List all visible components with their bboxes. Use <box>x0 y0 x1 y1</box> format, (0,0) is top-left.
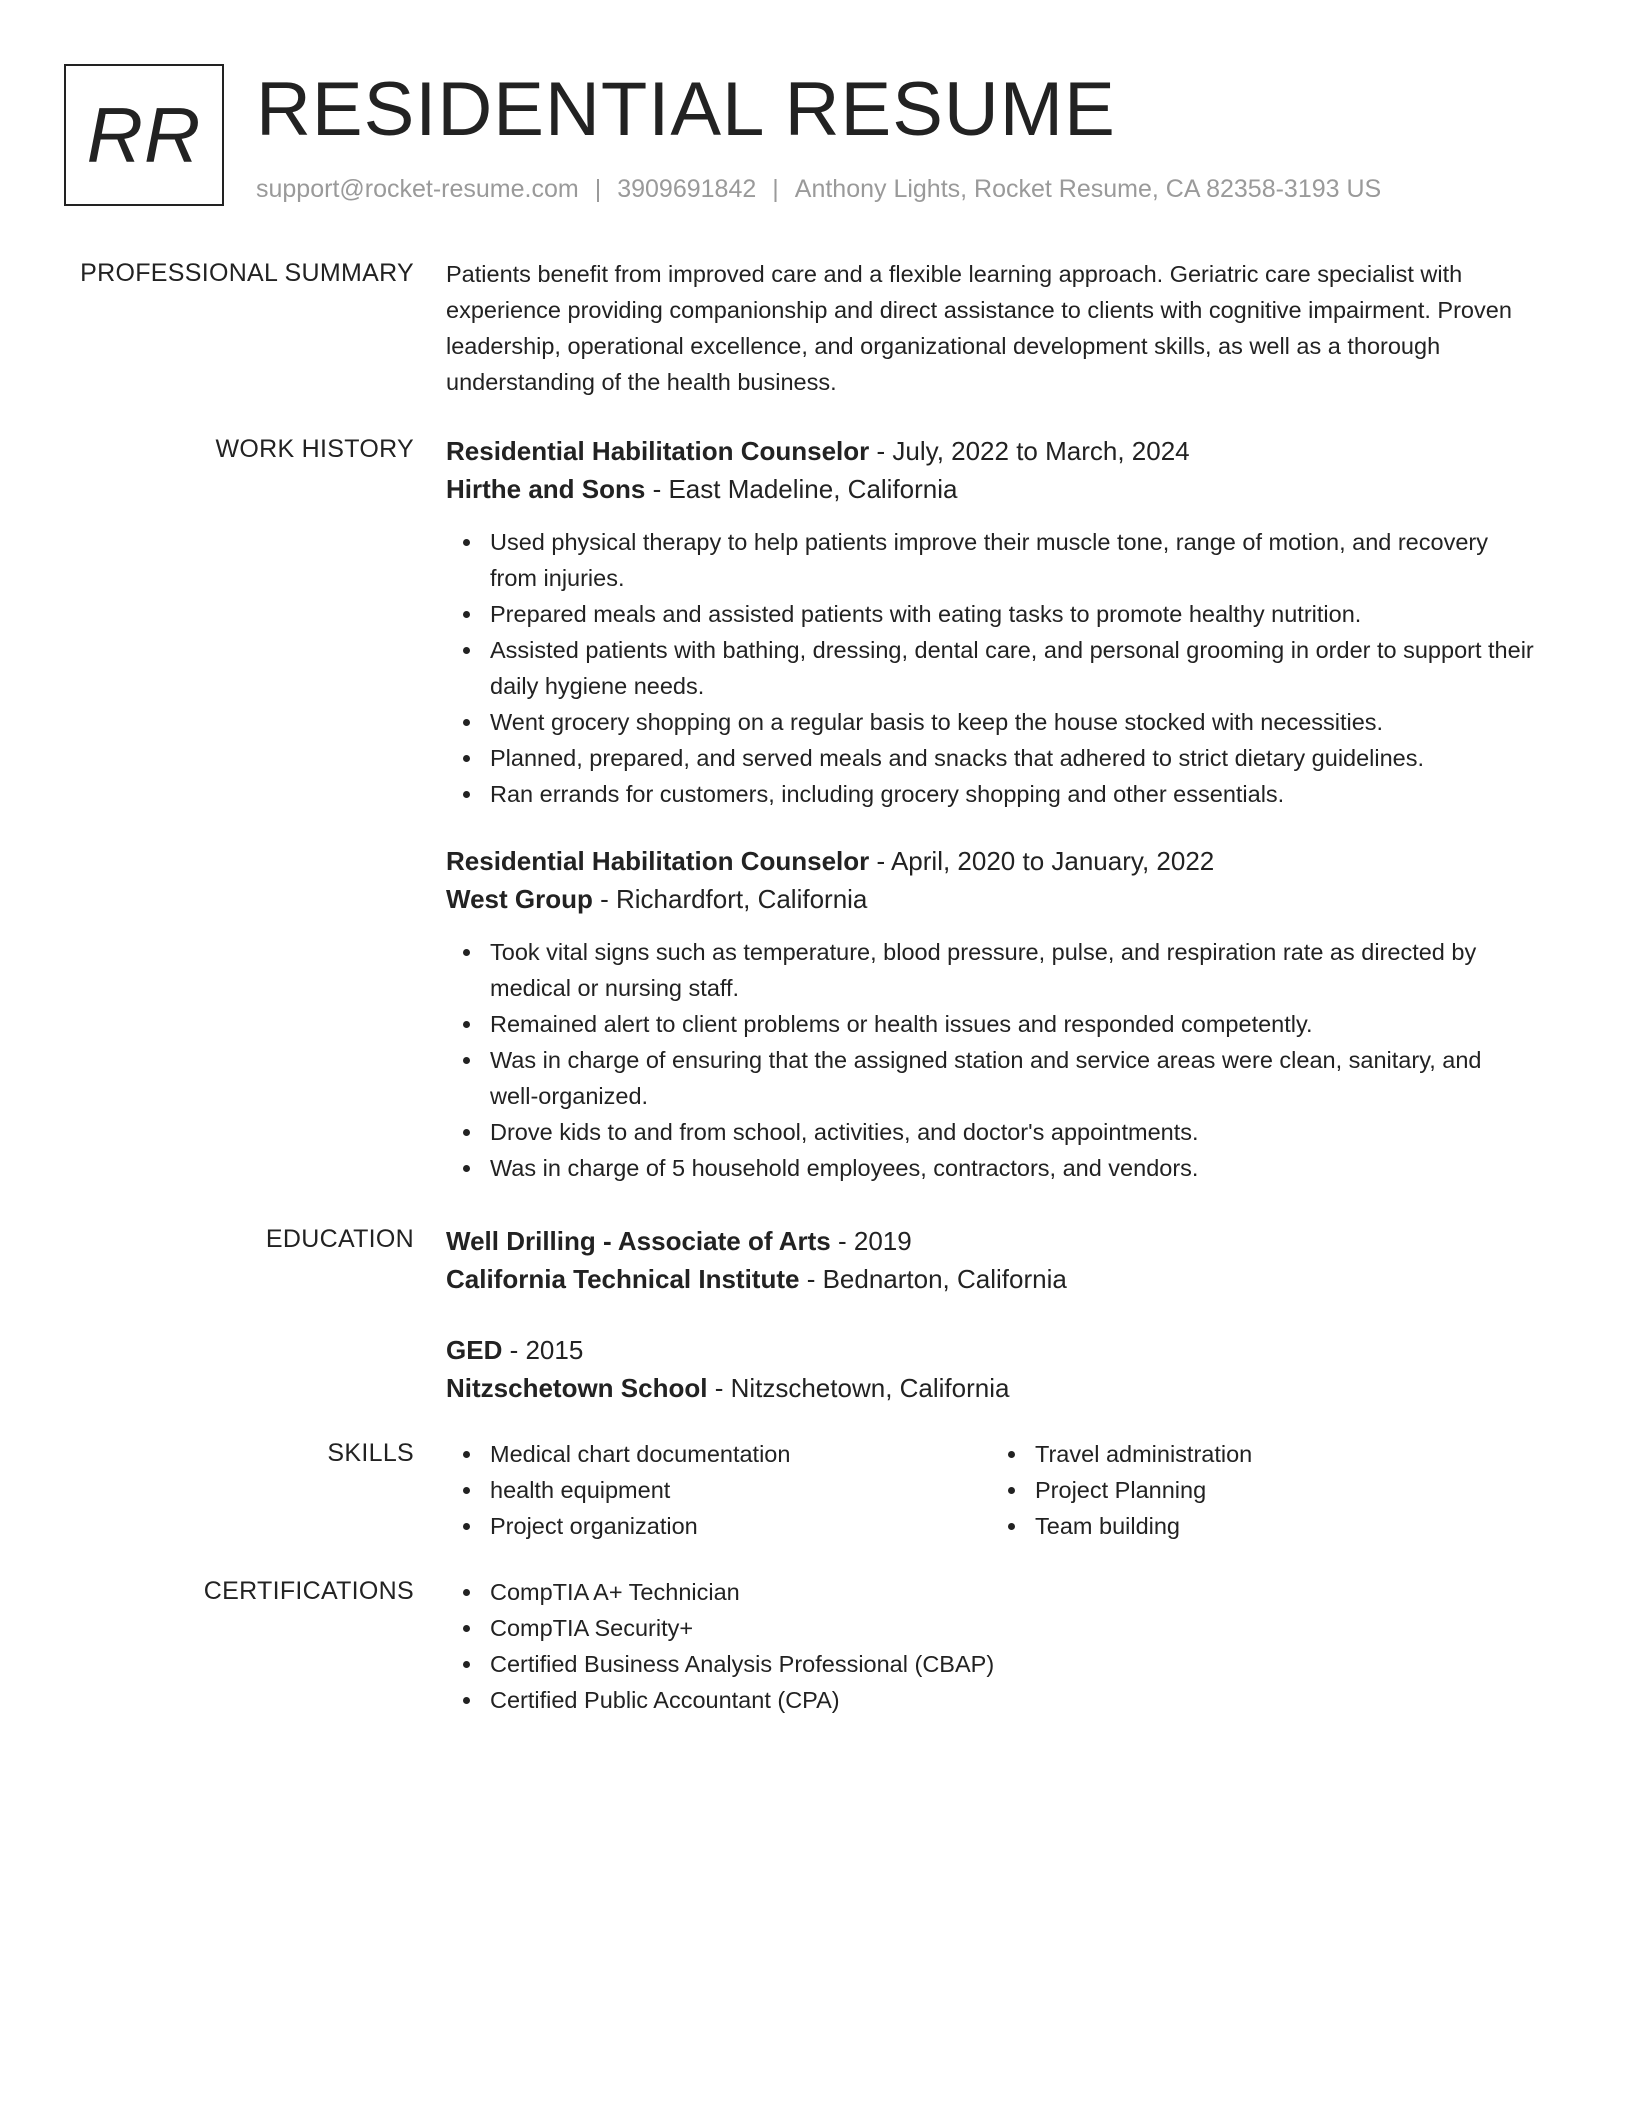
skills-column-left <box>446 1436 991 1544</box>
resume-name: RESIDENTIAL RESUME <box>256 67 1116 152</box>
education-school: California Technical Institute <box>446 1264 800 1294</box>
education-location: - Nitzschetown, California <box>707 1373 1010 1403</box>
education-body <box>446 1222 1536 1407</box>
education-entry <box>446 1331 1536 1407</box>
list-item: Prepared meals and assisted patients with eating tasks to promote healthy nutrition. <box>490 596 1536 632</box>
section-label-work: WORK HISTORY <box>215 435 414 463</box>
education-school: Nitzschetown School <box>446 1373 708 1403</box>
certifications-list <box>446 1574 1536 1718</box>
job-company-line <box>446 470 1536 508</box>
summary-text: Patients benefit from improved care and a flexible learning approach. Geriatric care specialist with experience providing companionship and direct assistance to clients with cognitive impairment. Proven leadership, operational excellence, and organizational development skills, as well as a thorough understanding of the health business. <box>446 261 1512 395</box>
list-item: Took vital signs such as temperature, blood pressure, pulse, and respiration rate as directed by medical or nursing staff. <box>490 934 1536 1006</box>
contact-phone: 3909691842 <box>617 175 757 203</box>
list-item: Medical chart documentation <box>490 1436 991 1472</box>
resume-header <box>64 64 1564 214</box>
skills-list <box>991 1436 1536 1544</box>
education-year: - 2015 <box>502 1335 584 1365</box>
list-item: Project organization <box>490 1508 991 1544</box>
list-item: Was in charge of 5 household employees, contractors, and vendors. <box>490 1150 1536 1186</box>
job-title: Residential Habilitation Counselor <box>446 846 870 876</box>
contact-address: Anthony Lights, Rocket Resume, CA 82358-3193 US <box>794 175 1382 203</box>
job-dates: - April, 2020 to January, 2022 <box>869 846 1215 876</box>
summary-body <box>446 256 1536 400</box>
list-item: CompTIA A+ Technician <box>490 1574 1536 1610</box>
contact-line <box>256 172 1381 206</box>
education-degree: Well Drilling - Associate of Arts <box>446 1226 831 1256</box>
section-label-skills: SKILLS <box>327 1439 414 1467</box>
contact-separator: | <box>772 175 779 203</box>
list-item: Certified Public Accountant (CPA) <box>490 1682 1536 1718</box>
list-item: Team building <box>1035 1508 1536 1544</box>
skills-list <box>446 1436 991 1544</box>
job-location: - Richardfort, California <box>592 884 868 914</box>
job-company: West Group <box>446 884 593 914</box>
contact-email: support@rocket-resume.com <box>256 175 579 203</box>
job-entry <box>446 432 1536 812</box>
job-duties-list <box>446 524 1536 812</box>
education-degree-line <box>446 1222 1536 1260</box>
job-company: Hirthe and Sons <box>446 474 646 504</box>
list-item: Certified Business Analysis Professional (CBAP) <box>490 1646 1536 1682</box>
job-duties-list <box>446 934 1536 1186</box>
list-item: Went grocery shopping on a regular basis to keep the house stocked with necessities. <box>490 704 1536 740</box>
list-item: Planned, prepared, and served meals and snacks that adhered to strict dietary guidelines. <box>490 740 1536 776</box>
list-item: Project Planning <box>1035 1472 1536 1508</box>
education-entry <box>446 1222 1536 1298</box>
education-degree: GED <box>446 1335 503 1365</box>
skills-body <box>446 1436 1536 1544</box>
monogram-logo: RR <box>64 64 224 206</box>
job-title-line <box>446 432 1536 470</box>
job-title: Residential Habilitation Counselor <box>446 436 870 466</box>
education-school-line <box>446 1369 1536 1407</box>
section-label-certifications: CERTIFICATIONS <box>203 1577 414 1605</box>
job-company-line <box>446 880 1536 918</box>
list-item: Travel administration <box>1035 1436 1536 1472</box>
job-entry <box>446 842 1536 1186</box>
skills-grid <box>446 1436 1536 1544</box>
certifications-body <box>446 1574 1536 1718</box>
list-item: health equipment <box>490 1472 991 1508</box>
list-item: Ran errands for customers, including grocery shopping and other essentials. <box>490 776 1536 812</box>
contact-separator: | <box>594 175 602 203</box>
skills-column-right <box>991 1436 1536 1544</box>
list-item: Was in charge of ensuring that the assigned station and service areas were clean, sanitary, and well-organized. <box>490 1042 1536 1114</box>
education-location: - Bednarton, California <box>799 1264 1067 1294</box>
list-item: Remained alert to client problems or health issues and responded competently. <box>490 1006 1536 1042</box>
list-item: Assisted patients with bathing, dressing, dental care, and personal grooming in order to support their daily hygiene needs. <box>490 632 1536 704</box>
list-item: Drove kids to and from school, activities, and doctor's appointments. <box>490 1114 1536 1150</box>
education-degree-line <box>446 1331 1536 1369</box>
job-location: - East Madeline, California <box>645 474 958 504</box>
work-body <box>446 432 1536 1186</box>
job-title-line <box>446 842 1536 880</box>
list-item: Used physical therapy to help patients improve their muscle tone, range of motion, and recovery from injuries. <box>490 524 1536 596</box>
list-item: CompTIA Security+ <box>490 1610 1536 1646</box>
section-label-summary: PROFESSIONAL SUMMARY <box>80 259 414 287</box>
section-label-education: EDUCATION <box>265 1225 414 1253</box>
education-school-line <box>446 1260 1536 1298</box>
education-year: - 2019 <box>830 1226 912 1256</box>
job-dates: - July, 2022 to March, 2024 <box>869 436 1190 466</box>
